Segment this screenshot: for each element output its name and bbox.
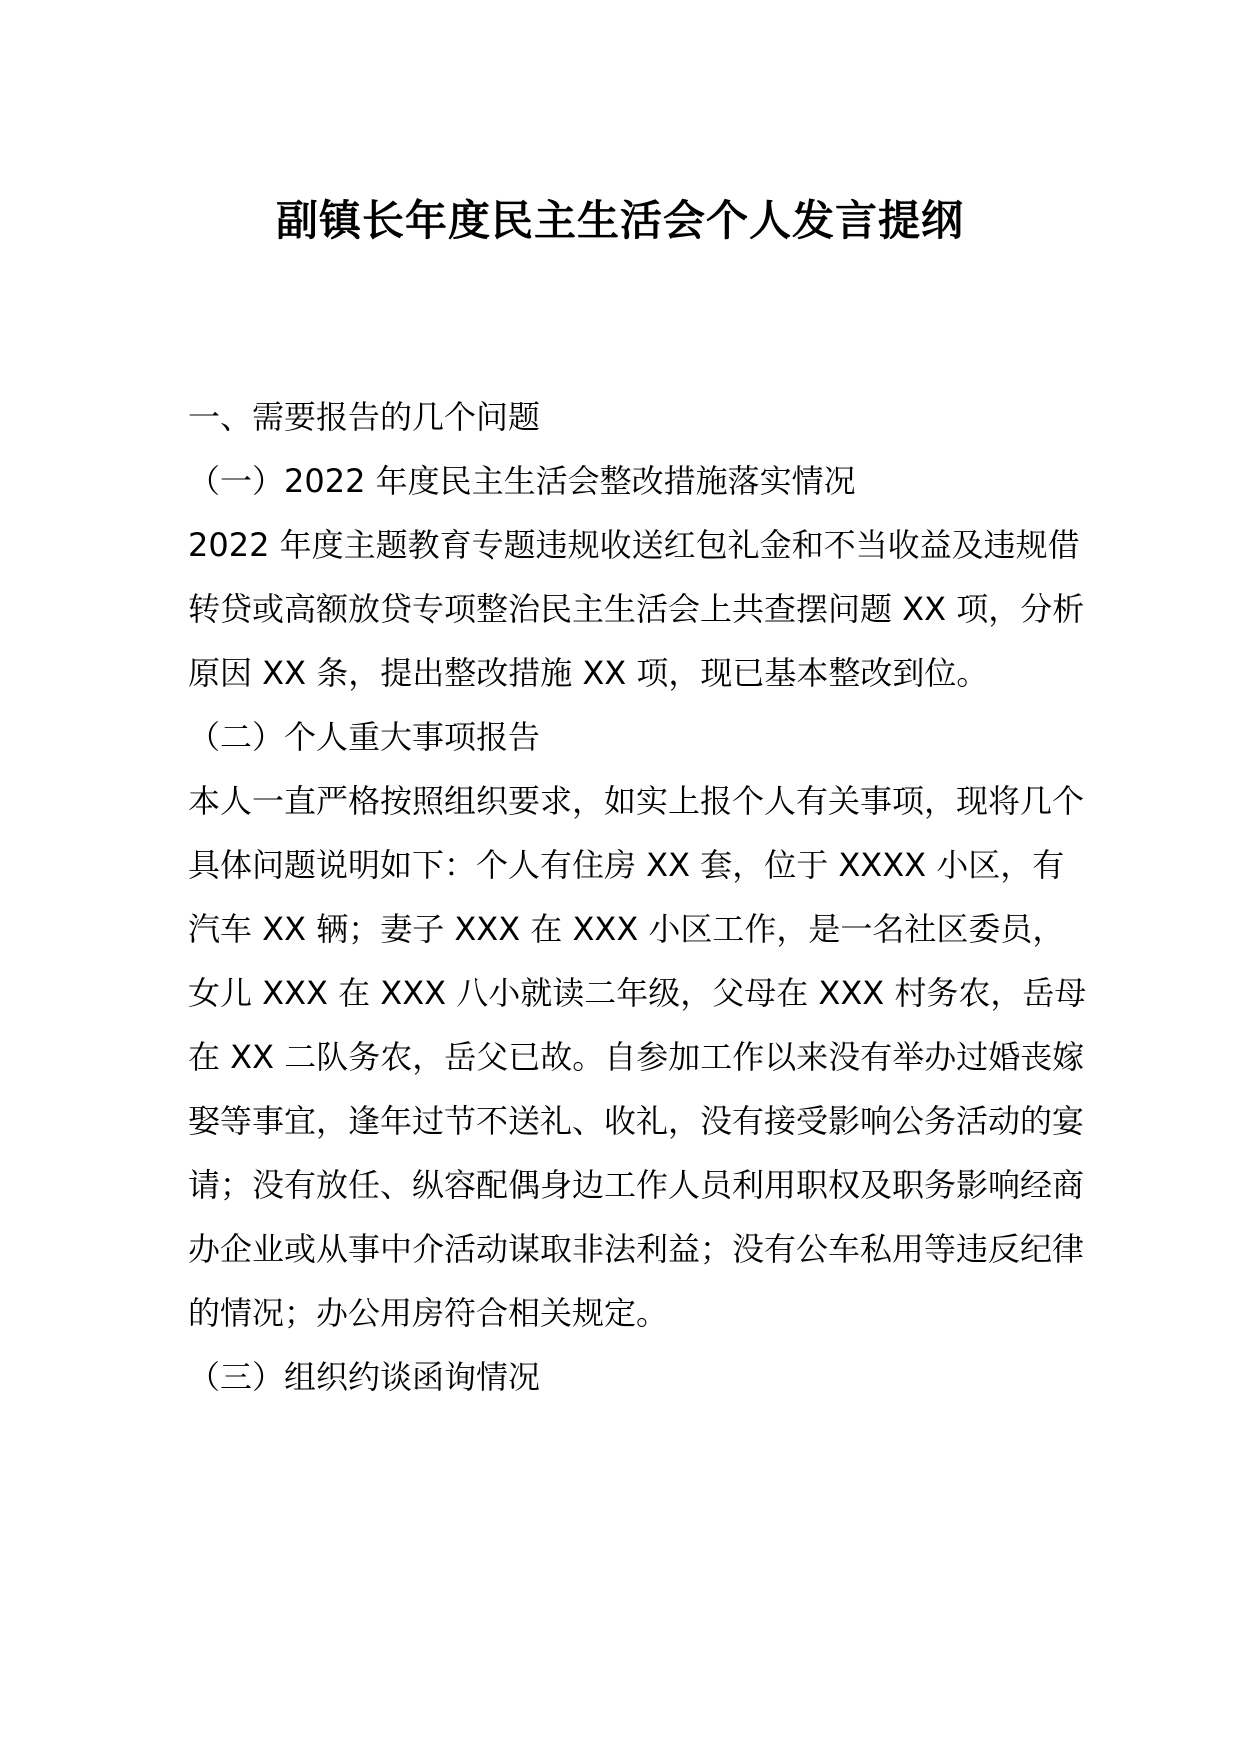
body-paragraph: 本人一直严格按照组织要求，如实上报个人有关事项，现将几个具体问题说明如下：个人有住房 XX 套，位于 XXXX 小区，有汽车 XX 辆；妻子 XXX 在 XXX 小区工作，是一名社区委员，女儿 XXX 在 XXX 八小就读二年级，父母在 XXX 村务农，岳母在 XX 二队务农，岳父已故。自参加工作以来没有举办过婚丧嫁娶等事宜，逢年过节不送礼、收礼，没有接受影响公务活动的宴请；没有放任、纵容配偶身边工作人员利用职权及职务影响经商办企业或从事中介活动谋取非法利益；没有公车私用等违反纪律的情况；办公用房符合相关规定。 bbox=[188, 782, 1087, 1332]
subsection-heading: （三）组织约谈函询情况 bbox=[188, 1358, 541, 1396]
document-body bbox=[188, 385, 1088, 1409]
body-paragraph: 2022 年度主题教育专题违规收送红包礼金和不当收益及违规借转贷或高额放贷专项整治民主生活会上共查摆问题 XX 项，分析原因 XX 条，提出整改措施 XX 项，现已基本整改到位。 bbox=[188, 526, 1085, 692]
document-title: 副镇长年度民主生活会个人发言提纲 bbox=[275, 196, 964, 245]
subsection-heading: （二）个人重大事项报告 bbox=[188, 718, 541, 756]
section-heading: 一、需要报告的几个问题 bbox=[188, 398, 541, 436]
subsection-heading: （一）2022 年度民主生活会整改措施落实情况 bbox=[188, 462, 856, 500]
